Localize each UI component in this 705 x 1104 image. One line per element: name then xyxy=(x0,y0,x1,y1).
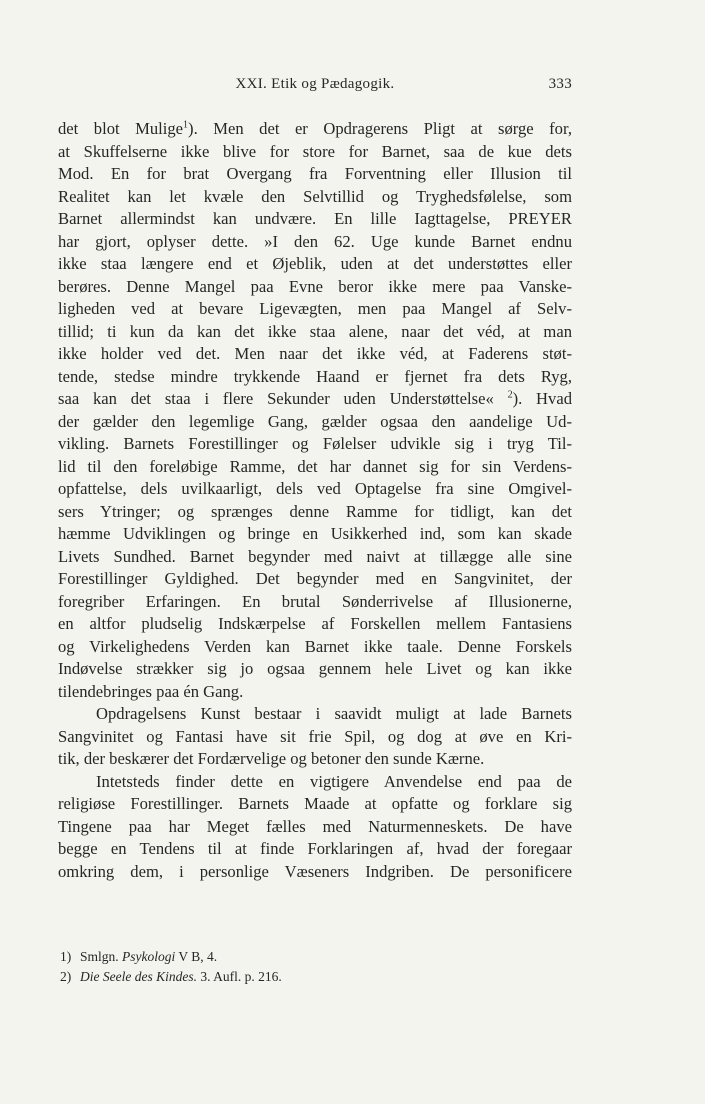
line-text: omkring dem, i personlige Væseners Indgriben. De personificere xyxy=(58,861,572,881)
text-line xyxy=(58,118,572,141)
text-line xyxy=(58,681,572,704)
text-line xyxy=(58,568,572,591)
page-number: 333 xyxy=(548,76,572,92)
line-text: har gjort, oplyser dette. »I den 62. Uge kunde Barnet endnu xyxy=(58,231,572,251)
line-text: hæmme Udviklingen og bringe en Usikkerhed ind, som kan skade xyxy=(58,524,572,543)
line-text: Realitet kan let kvæle den Selvtillid og Tryghedsfølelse, som xyxy=(58,186,572,206)
line-text: Forestillinger Gyldighed. Det begynder med en Sangvinitet, der xyxy=(58,569,572,588)
text-line xyxy=(58,838,572,861)
line-text: Indøvelse strækker sig jo ogsaa gennem hele Livet og kan ikke xyxy=(58,659,572,678)
line-text: Livets Sundhed. Barnet begynder med naivt at tillægge alle sine xyxy=(58,546,572,566)
line-text: Barnet allermindst kan undvære. En lille Iagttagelse, PREYER xyxy=(58,209,572,228)
text-line xyxy=(58,388,572,411)
line-text: berøres. Denne Mangel paa Evne beror ikke mere paa Vanske- xyxy=(58,276,572,296)
text-line xyxy=(58,231,572,254)
line-text: tik, der beskærer det Fordærvelige og betoner den sunde Kærne. xyxy=(58,749,485,768)
text-line xyxy=(58,861,572,884)
text-line xyxy=(58,456,572,479)
footnote-title: Die Seele des Kindes. xyxy=(80,969,197,984)
footnote-text: Smlgn. xyxy=(80,949,123,964)
line-text: Tingene paa har Meget fælles med Naturmenneskets. De have xyxy=(58,816,572,836)
footnote-title: Psykologi xyxy=(122,949,176,964)
line-text: og Virkelighedens Verden kan Barnet ikke taale. Denne Forskels xyxy=(58,636,572,656)
chapter-title: XXI. Etik og Pædagogik. xyxy=(235,76,395,92)
text-line xyxy=(58,186,572,209)
line-text: der gælder den legemlige Gang, gælder ogsaa den aandelige Ud- xyxy=(58,411,572,431)
line-text: at Skuffelserne ikke blive for store for Barnet, saa de kue dets xyxy=(58,141,572,161)
text-line xyxy=(58,816,572,839)
text-line xyxy=(58,591,572,614)
text-line xyxy=(58,523,572,546)
text-line xyxy=(58,613,572,636)
text-line xyxy=(58,658,572,681)
line-text: tende, stedse mindre trykkende Haand er fjernet fra dets Ryg, xyxy=(58,366,572,386)
body-text xyxy=(58,118,572,883)
line-text: Opdragelsens Kunst bestaar i saavidt muligt at lade Barnets xyxy=(96,704,572,723)
text-line xyxy=(58,253,572,276)
text-line xyxy=(58,703,572,726)
footnote-mark: 2) xyxy=(60,969,72,984)
footnote-text: V B, 4. xyxy=(175,949,218,964)
line-text: det blot Mulige xyxy=(58,119,184,138)
footnote-mark: 1) xyxy=(60,949,72,964)
footnote-ref: 2 xyxy=(507,389,513,401)
line-text: begge en Tendens til at finde Forklaringen af, hvad der foregaar xyxy=(58,839,572,858)
text-line xyxy=(58,208,572,231)
line-text: ikke staa længere end et Øjeblik, uden at det understøttes eller xyxy=(58,254,572,273)
text-line xyxy=(58,771,572,794)
line-text: saa kan det staa i flere Sekunder uden Understøttelse« xyxy=(58,389,508,408)
text-line xyxy=(58,546,572,569)
text-line xyxy=(58,411,572,434)
line-text: ligheden ved at bevare Ligevægten, men paa Mangel af Selv- xyxy=(58,299,572,318)
text-line xyxy=(58,478,572,501)
line-text: ikke holder ved det. Men naar det ikke véd, at Faderens støt- xyxy=(58,344,572,363)
text-line xyxy=(58,501,572,524)
line-text: sers Ytringer; og sprænges denne Ramme for tidligt, kan det xyxy=(58,501,572,521)
line-text: religiøse Forestillinger. Barnets Maade at opfatte og forklare sig xyxy=(58,794,572,813)
footnote xyxy=(60,947,560,967)
line-text: en altfor pludselig Indskærpelse af Forskellen mellem Fantasiens xyxy=(58,614,572,633)
text-line xyxy=(58,793,572,816)
text-line xyxy=(58,343,572,366)
line-text: tillid; ti kun da kan det ikke staa alene, naar det véd, at man xyxy=(58,321,572,341)
line-text: tilendebringes paa én Gang. xyxy=(58,681,244,701)
line-text: lid til den foreløbige Ramme, det har dannet sig for sin Verdens- xyxy=(58,456,572,476)
line-text: Sangvinitet og Fantasi have sit frie Spil, og dog at øve en Kri- xyxy=(58,726,572,746)
line-text: Intetsteds finder dette en vigtigere Anvendelse end paa de xyxy=(96,771,572,791)
line-text: Mod. En for brat Overgang fra Forventning eller Illusion til xyxy=(58,164,572,183)
text-line xyxy=(58,726,572,749)
footnote-ref: 1 xyxy=(183,119,189,131)
line-text-continued: ). Men det er Opdragerens Pligt at sørge for, xyxy=(188,119,572,138)
text-line xyxy=(58,163,572,186)
running-header xyxy=(58,76,572,100)
footnote-text: 3. Aufl. p. 216. xyxy=(196,969,282,984)
line-text: foregriber Erfaringen. En brutal Sønderrivelse af Illusionerne, xyxy=(58,591,572,611)
text-line xyxy=(58,141,572,164)
line-text: vikling. Barnets Forestillinger og Følelser udvikle sig i tryg Til- xyxy=(58,434,572,453)
text-line xyxy=(58,636,572,659)
text-line xyxy=(58,321,572,344)
line-text-continued: ). Hvad xyxy=(512,389,573,408)
text-line xyxy=(58,276,572,299)
text-line xyxy=(58,366,572,389)
text-line xyxy=(58,748,572,771)
footnote xyxy=(60,967,560,987)
text-line xyxy=(58,433,572,456)
line-text: opfattelse, dels uvilkaarligt, dels ved Optagelse fra sine Omgivel- xyxy=(58,479,572,498)
text-line xyxy=(58,298,572,321)
footnotes xyxy=(60,947,560,987)
